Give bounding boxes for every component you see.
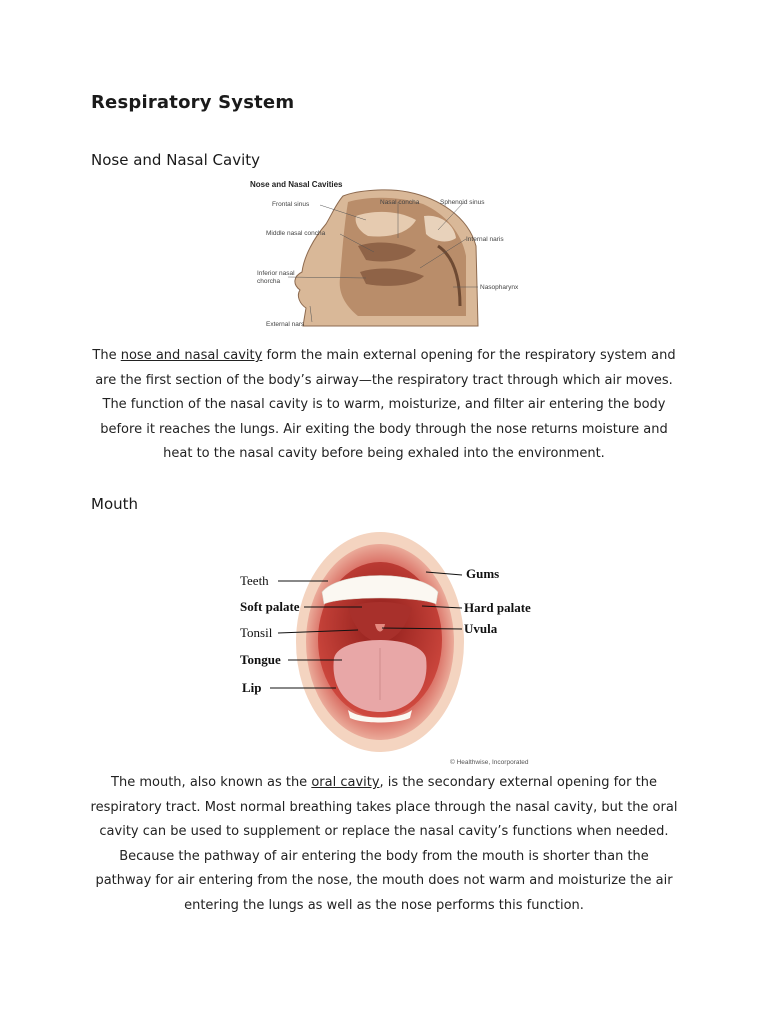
- nasal-cavity-diagram: [248, 176, 533, 334]
- label-inferior-nasal-2: chorcha: [257, 278, 281, 285]
- mouth-diagram: [230, 530, 580, 770]
- nasal-figure-title: Nose and Nasal Cavities: [250, 180, 343, 189]
- nose-paragraph: The nose and nasal cavity form the main external opening for the respiratory system and are the first section of the body’s airway—the respiratory tract through which air moves. The function of the nasal cavity is to warm, moisturize, and filter air entering the body before it reaches the lungs. Air exiting the body through the nose returns moisture and heat to the nasal cavity before being exhaled into the environment.: [92, 348, 676, 461]
- label-frontal-sinus: Frontal sinus: [272, 201, 310, 208]
- label-middle-nasal-concha: Middle nasal concha: [266, 230, 326, 237]
- label-hard-palate: Hard palate: [464, 600, 531, 615]
- label-tongue: Tongue: [240, 652, 281, 667]
- label-nasal-concha: Nasal concha: [380, 199, 420, 206]
- label-inferior-nasal-1: Inferior nasal: [257, 270, 295, 277]
- nose-nasal-cavity-link[interactable]: nose and nasal cavity: [120, 348, 263, 363]
- label-teeth: Teeth: [240, 573, 269, 588]
- label-gums: Gums: [466, 566, 500, 581]
- label-external-nares: External nars: [266, 321, 305, 328]
- label-nasopharynx: Nasopharynx: [480, 284, 519, 291]
- oral-cavity-link[interactable]: oral cavity: [311, 775, 380, 790]
- label-lip: Lip: [242, 680, 262, 695]
- label-tonsil: Tonsil: [240, 625, 273, 640]
- label-internal-naris: Internal naris: [466, 236, 504, 243]
- label-uvula: Uvula: [464, 621, 498, 636]
- mouth-section-heading: Mouth: [91, 495, 139, 513]
- mouth-paragraph: The mouth, also known as the oral cavity, is the secondary external opening for the respiratory tract. Most normal breathing takes place through the nasal cavity, but the oral cavity can be used to supplement or replace the nasal cavity’s functions when needed. Because the pathway of air entering the body from the mouth is shorter than the pathway for air entering from the nose, the mouth does not warm and moisturize the air entering the lungs as well as the nose performs this function.: [90, 775, 678, 913]
- figure-credit: © Healthwise, Incorporated: [450, 759, 529, 766]
- label-sphenoid-sinus: Sphenoid sinus: [440, 199, 485, 206]
- label-soft-palate: Soft palate: [240, 599, 300, 614]
- nose-section-heading: Nose and Nasal Cavity: [91, 151, 261, 169]
- page-title: Respiratory System: [91, 92, 295, 113]
